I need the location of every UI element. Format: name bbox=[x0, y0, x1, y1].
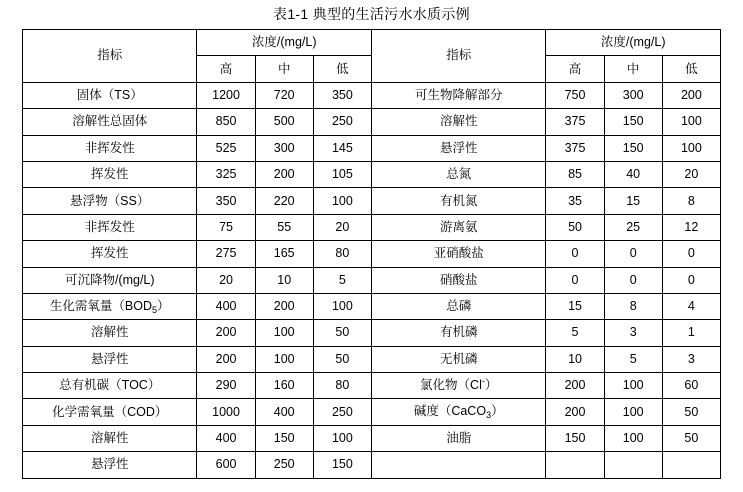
table-row bbox=[23, 214, 721, 240]
table-caption: 表1-1 典型的生活污水水质示例 bbox=[273, 6, 470, 22]
cell-high-left: 275 bbox=[197, 241, 255, 267]
row-label-left: 生化需氧量$(BOD_5)$ bbox=[23, 293, 197, 319]
cell-low-left: 80 bbox=[313, 373, 371, 399]
row-label-left: 固体（TS） bbox=[23, 82, 197, 108]
cell-low-right: 50 bbox=[662, 399, 720, 425]
cell-low-left: 105 bbox=[313, 161, 371, 187]
cell-low-left: 250 bbox=[313, 109, 371, 135]
cell-mid-right: 5 bbox=[604, 346, 662, 372]
row-label-left: 悬浮性 bbox=[23, 452, 197, 478]
header-high-left: 高 bbox=[197, 56, 255, 82]
cell-high-right: 15 bbox=[546, 293, 604, 319]
cell-low-left: 100 bbox=[313, 293, 371, 319]
cell-low-right: 4 bbox=[662, 293, 720, 319]
cell-mid-right: 0 bbox=[604, 241, 662, 267]
cell-high-right: 200 bbox=[546, 373, 604, 399]
cell-low-left: 100 bbox=[313, 425, 371, 451]
table-row bbox=[23, 135, 721, 161]
row-label-left: 溶解性总固体 bbox=[23, 109, 197, 135]
cell-mid-left: 160 bbox=[255, 373, 313, 399]
row-label-left: 溶解性 bbox=[23, 425, 197, 451]
cell-mid-left: 300 bbox=[255, 135, 313, 161]
cell-mid-right: 100 bbox=[604, 425, 662, 451]
row-label-right: 氯化物（Cl-） bbox=[371, 373, 545, 399]
cell-mid-right: 150 bbox=[604, 109, 662, 135]
row-label-right: 总磷 bbox=[371, 293, 545, 319]
header-index-left: 指标 bbox=[23, 30, 197, 83]
cell-mid-right: 0 bbox=[604, 267, 662, 293]
row-label-right: 总氮 bbox=[371, 161, 545, 187]
table-row bbox=[23, 425, 721, 451]
row-label-left: 化学需氧量（COD） bbox=[23, 399, 197, 425]
row-label-right: 溶解性 bbox=[371, 109, 545, 135]
cell-high-right: 10 bbox=[546, 346, 604, 372]
row-label-right: 油脂 bbox=[371, 425, 545, 451]
cell-low-right: 20 bbox=[662, 161, 720, 187]
header-low-left: 低 bbox=[313, 56, 371, 82]
cell-mid-right: 40 bbox=[604, 161, 662, 187]
cell-mid-right: 15 bbox=[604, 188, 662, 214]
cell-mid-right: 150 bbox=[604, 135, 662, 161]
cell-mid-left: 150 bbox=[255, 425, 313, 451]
header-concentration-left: 浓度/(mg/L) bbox=[197, 30, 371, 56]
table-row bbox=[23, 161, 721, 187]
cell-low-right: 100 bbox=[662, 109, 720, 135]
cell-low-right bbox=[662, 452, 720, 478]
cell-high-right: 200 bbox=[546, 399, 604, 425]
cell-high-left: 20 bbox=[197, 267, 255, 293]
cell-high-left: 400 bbox=[197, 293, 255, 319]
header-low-right: 低 bbox=[662, 56, 720, 82]
cell-low-left: 5 bbox=[313, 267, 371, 293]
cell-high-right: 35 bbox=[546, 188, 604, 214]
row-label-left: 挥发性 bbox=[23, 161, 197, 187]
cell-high-right: 750 bbox=[546, 82, 604, 108]
cell-mid-right: 100 bbox=[604, 399, 662, 425]
cell-mid-left: 200 bbox=[255, 161, 313, 187]
cell-mid-left: 500 bbox=[255, 109, 313, 135]
cell-low-left: 50 bbox=[313, 346, 371, 372]
cell-low-right: 0 bbox=[662, 267, 720, 293]
table-row bbox=[23, 373, 721, 399]
cell-high-right: 5 bbox=[546, 320, 604, 346]
cell-low-left: 80 bbox=[313, 241, 371, 267]
row-label-right: 游离氨 bbox=[371, 214, 545, 240]
table-row bbox=[23, 399, 721, 425]
water-quality-table bbox=[22, 29, 721, 479]
header-mid-left: 中 bbox=[255, 56, 313, 82]
row-label-left: 悬浮性 bbox=[23, 346, 197, 372]
cell-mid-right: 300 bbox=[604, 82, 662, 108]
cell-low-right: 3 bbox=[662, 346, 720, 372]
cell-mid-right: 25 bbox=[604, 214, 662, 240]
cell-high-left: 75 bbox=[197, 214, 255, 240]
header-index-right: 指标 bbox=[371, 30, 545, 83]
cell-low-right: 8 bbox=[662, 188, 720, 214]
row-label-right: 碱度（CaCO$_3$） bbox=[371, 399, 545, 425]
cell-mid-right: 8 bbox=[604, 293, 662, 319]
cell-high-right: 50 bbox=[546, 214, 604, 240]
row-label-left: 可沉降物/(mg/L) bbox=[23, 267, 197, 293]
row-label-left: 总有机碳（TOC） bbox=[23, 373, 197, 399]
row-label-right: 硝酸盐 bbox=[371, 267, 545, 293]
header-row-top bbox=[23, 30, 721, 56]
table-row bbox=[23, 82, 721, 108]
table-row bbox=[23, 188, 721, 214]
cell-low-left: 100 bbox=[313, 188, 371, 214]
cell-high-left: 600 bbox=[197, 452, 255, 478]
cell-high-right: 150 bbox=[546, 425, 604, 451]
cell-mid-left: 10 bbox=[255, 267, 313, 293]
cell-mid-left: 220 bbox=[255, 188, 313, 214]
table-container bbox=[0, 29, 743, 479]
cell-high-left: 1200 bbox=[197, 82, 255, 108]
cell-mid-right: 3 bbox=[604, 320, 662, 346]
row-label-right: 有机磷 bbox=[371, 320, 545, 346]
table-row bbox=[23, 346, 721, 372]
row-label-right: 无机磷 bbox=[371, 346, 545, 372]
cell-mid-right bbox=[604, 452, 662, 478]
cell-low-right: 200 bbox=[662, 82, 720, 108]
cell-low-right: 0 bbox=[662, 241, 720, 267]
cell-high-left: 850 bbox=[197, 109, 255, 135]
table-row bbox=[23, 293, 721, 319]
cell-high-right: 375 bbox=[546, 109, 604, 135]
table-body bbox=[23, 82, 721, 478]
cell-low-right: 50 bbox=[662, 425, 720, 451]
cell-low-right: 100 bbox=[662, 135, 720, 161]
cell-high-right bbox=[546, 452, 604, 478]
row-label-right: 亚硝酸盐 bbox=[371, 241, 545, 267]
row-label-left: 非挥发性 bbox=[23, 214, 197, 240]
table-head bbox=[23, 30, 721, 83]
cell-low-left: 50 bbox=[313, 320, 371, 346]
cell-low-left: 350 bbox=[313, 82, 371, 108]
table-row bbox=[23, 320, 721, 346]
cell-low-right: 12 bbox=[662, 214, 720, 240]
row-label-right: 可生物降解部分 bbox=[371, 82, 545, 108]
cell-low-right: 60 bbox=[662, 373, 720, 399]
cell-mid-left: 100 bbox=[255, 320, 313, 346]
header-concentration-right: 浓度/(mg/L) bbox=[546, 30, 721, 56]
header-mid-right: 中 bbox=[604, 56, 662, 82]
cell-mid-left: 100 bbox=[255, 346, 313, 372]
table-row bbox=[23, 241, 721, 267]
cell-high-left: 525 bbox=[197, 135, 255, 161]
cell-low-left: 145 bbox=[313, 135, 371, 161]
cell-low-left: 20 bbox=[313, 214, 371, 240]
table-row bbox=[23, 452, 721, 478]
cell-high-left: 400 bbox=[197, 425, 255, 451]
row-label-right: 悬浮性 bbox=[371, 135, 545, 161]
header-high-right: 高 bbox=[546, 56, 604, 82]
row-label-left: 溶解性 bbox=[23, 320, 197, 346]
cell-mid-left: 165 bbox=[255, 241, 313, 267]
cell-mid-left: 200 bbox=[255, 293, 313, 319]
cell-mid-left: 720 bbox=[255, 82, 313, 108]
cell-high-left: 1000 bbox=[197, 399, 255, 425]
cell-high-left: 350 bbox=[197, 188, 255, 214]
cell-mid-left: 400 bbox=[255, 399, 313, 425]
cell-low-left: 150 bbox=[313, 452, 371, 478]
cell-high-left: 200 bbox=[197, 320, 255, 346]
cell-high-right: 0 bbox=[546, 241, 604, 267]
cell-low-right: 1 bbox=[662, 320, 720, 346]
cell-high-left: 290 bbox=[197, 373, 255, 399]
cell-high-right: 375 bbox=[546, 135, 604, 161]
cell-high-left: 200 bbox=[197, 346, 255, 372]
cell-mid-right: 100 bbox=[604, 373, 662, 399]
row-label-left: 非挥发性 bbox=[23, 135, 197, 161]
table-row bbox=[23, 267, 721, 293]
cell-high-right: 0 bbox=[546, 267, 604, 293]
row-label-left: 挥发性 bbox=[23, 241, 197, 267]
cell-mid-left: 250 bbox=[255, 452, 313, 478]
table-row bbox=[23, 109, 721, 135]
row-label-left: 悬浮物（SS） bbox=[23, 188, 197, 214]
cell-low-left: 250 bbox=[313, 399, 371, 425]
row-label-right bbox=[371, 452, 545, 478]
cell-high-left: 325 bbox=[197, 161, 255, 187]
cell-mid-left: 55 bbox=[255, 214, 313, 240]
cell-high-right: 85 bbox=[546, 161, 604, 187]
row-label-right: 有机氮 bbox=[371, 188, 545, 214]
